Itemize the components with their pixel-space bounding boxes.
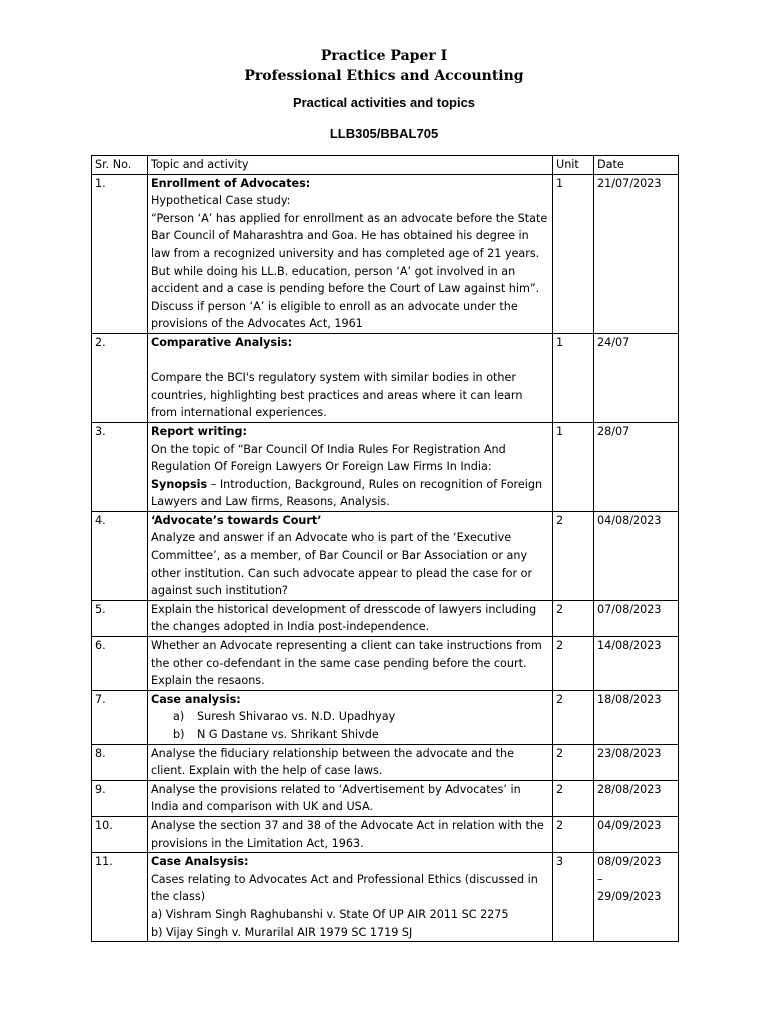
list-item: [173, 708, 549, 726]
date-cell: 28/08/2023: [594, 780, 679, 816]
sr-no: 3.: [92, 422, 148, 511]
unit-cell: 3: [553, 853, 594, 942]
unit-cell: 1: [553, 174, 594, 333]
topic-heading: Report writing:: [151, 424, 247, 438]
topic-heading: ‘Advocate’s towards Court’: [151, 513, 322, 527]
topic-heading: Case Analsysis:: [151, 855, 249, 869]
table-row: [92, 600, 679, 636]
table-row: [92, 853, 679, 942]
unit-cell: 2: [553, 780, 594, 816]
topic-cell: Analyse the provisions related to ‘Advertisement by Advocates’ in India and comparison with UK and USA.: [148, 780, 553, 816]
topic-cell: Analyse the fiduciary relationship between the advocate and the client. Explain with the help of case laws.: [148, 744, 553, 780]
date-cell: 04/08/2023: [594, 511, 679, 600]
topic-heading: Case analysis:: [151, 692, 241, 706]
column-header-date: Date: [594, 156, 679, 175]
topic-heading: Comparative Analysis:: [151, 335, 293, 349]
page-title: Practice Paper I: [320, 48, 448, 64]
topic-line: Analyze and answer if an Advocate who is part of the ‘Executive Committee’, as a member, of Bar Council or Bar Association or any other institution. Can such advocate appear to plead the case for or against such institution?: [151, 531, 533, 598]
unit-cell: 1: [553, 333, 594, 422]
paper-subject: Professional Ethics and Accounting: [244, 68, 524, 84]
sr-no: 9.: [92, 780, 148, 816]
date-cell: 07/08/2023: [594, 600, 679, 636]
table-row: [92, 511, 679, 600]
column-header-topic: Topic and activity: [148, 156, 553, 175]
topic-cell: [148, 853, 553, 942]
blank-line: [151, 352, 549, 370]
topic-line: Cases relating to Advocates Act and Professional Ethics (discussed in the class): [151, 872, 538, 904]
date-cell: [594, 853, 679, 942]
topic-cell: [148, 690, 553, 744]
unit-cell: 2: [553, 637, 594, 691]
date-separator: –: [597, 872, 603, 886]
sr-no: 6.: [92, 637, 148, 691]
topic-cell: [148, 174, 553, 333]
page-subtitle: Practical activities and topics: [292, 95, 476, 110]
table-row: [92, 816, 679, 852]
column-header-unit: Unit: [553, 156, 594, 175]
unit-cell: 2: [553, 511, 594, 600]
unit-cell: 1: [553, 422, 594, 511]
date-from: 08/09/2023: [597, 855, 662, 869]
topic-cell: [148, 333, 553, 422]
unit-cell: 2: [553, 600, 594, 636]
table-row: [92, 637, 679, 691]
table-row: [92, 690, 679, 744]
date-cell: 21/07/2023: [594, 174, 679, 333]
unit-cell: 2: [553, 744, 594, 780]
topic-line: b) Vijay Singh v. Murarilal AIR 1979 SC 1719 SJ: [151, 925, 413, 939]
table-row: [92, 333, 679, 422]
date-to: 29/09/2023: [597, 890, 662, 904]
sr-no: 8.: [92, 744, 148, 780]
topic-line: Hypothetical Case study:: [151, 194, 291, 208]
topic-heading: Enrollment of Advocates:: [151, 176, 311, 190]
list-marker: b): [173, 728, 185, 741]
sr-no: 11.: [92, 853, 148, 942]
date-cell: 24/07: [594, 333, 679, 422]
sr-no: 5.: [92, 600, 148, 636]
table-row: [92, 174, 679, 333]
list-item: [173, 726, 549, 744]
sr-no: 1.: [92, 174, 148, 333]
topic-cell: [148, 511, 553, 600]
table-row: [92, 744, 679, 780]
case-name: Suresh Shivarao vs. N.D. Upadhyay: [197, 710, 396, 724]
sr-no: 7.: [92, 690, 148, 744]
topic-line: “Person ‘A’ has applied for enrollment as an advocate before the State Bar Council of Maharashtra and Goa. He has obtained his degree in law from a recognized university and has completed age of 21 years. But while doing his LL.B. education, person ‘A’ got involved in an accident and a case is pending before the Court of Law against him”. Discuss if person ‘A’ is eligible to enroll as an advocate under the provisions of the Advocates Act, 1961: [151, 211, 548, 331]
synopsis-line: [151, 476, 549, 511]
sr-no: 2.: [92, 333, 148, 422]
table-row: [92, 422, 679, 511]
topic-cell: Whether an Advocate representing a client can take instructions from the other co-defendant in the same case pending before the court. Explain the resaons.: [148, 637, 553, 691]
date-cell: 14/08/2023: [594, 637, 679, 691]
activities-table: [91, 155, 679, 942]
topic-cell: Analyse the section 37 and 38 of the Advocate Act in relation with the provisions in the Limitation Act, 1963.: [148, 816, 553, 852]
date-cell: 04/09/2023: [594, 816, 679, 852]
column-header-sr: Sr. No.: [92, 156, 148, 175]
topic-line: Compare the BCI's regulatory system with similar bodies in other countries, highlighting best practices and areas where it can learn from international experiences.: [151, 371, 523, 420]
topic-line: On the topic of “Bar Council Of India Rules For Registration And Regulation Of Foreign Lawyers Or Foreign Law Firms In India:: [151, 442, 506, 474]
list-marker: a): [173, 710, 185, 724]
topic-line: a) Vishram Singh Raghubanshi v. State Of UP AIR 2011 SC 2275: [151, 907, 509, 921]
unit-cell: 2: [553, 690, 594, 744]
synopsis-label: Synopsis: [151, 477, 208, 491]
table-header-row: [92, 156, 679, 175]
case-name: N G Dastane vs. Shrikant Shivde: [197, 728, 379, 741]
topic-cell: Explain the historical development of dresscode of lawyers including the changes adopted in India post-independence.: [148, 600, 553, 636]
topic-cell: [148, 422, 553, 511]
synopsis-text: – Introduction, Background, Rules on recognition of Foreign Lawyers and Law firms, Reasons, Analysis.: [151, 477, 543, 509]
date-cell: 18/08/2023: [594, 690, 679, 744]
table-row: [92, 780, 679, 816]
sr-no: 4.: [92, 511, 148, 600]
date-cell: 23/08/2023: [594, 744, 679, 780]
case-list: [151, 708, 549, 743]
sr-no: 10.: [92, 816, 148, 852]
unit-cell: 2: [553, 816, 594, 852]
course-code: LLB305/BBAL705: [329, 126, 439, 141]
date-cell: 28/07: [594, 422, 679, 511]
